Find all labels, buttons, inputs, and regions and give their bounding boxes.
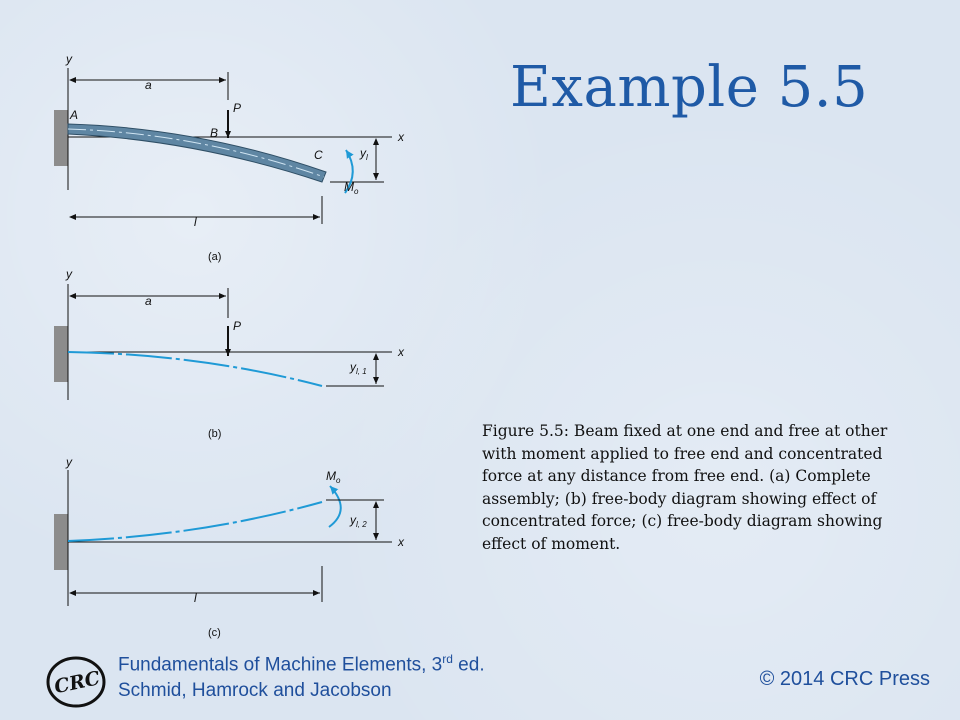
point-A-label: A	[70, 108, 79, 122]
book-authors: Schmid, Hamrock and Jacobson	[118, 680, 392, 702]
moment-label-a: $M_o$	[344, 180, 359, 196]
y-axis-label-c: y	[66, 455, 72, 469]
crc-logo	[44, 654, 108, 710]
wall-c	[54, 514, 68, 570]
beam-deflected-c	[68, 502, 322, 541]
wall-a	[54, 110, 68, 166]
beam-diagram	[0, 0, 460, 650]
point-B-label: B	[210, 126, 219, 140]
x-axis-label-c: x	[398, 535, 404, 549]
deflection-label-a: $y_l$	[360, 146, 368, 162]
force-label-a: P	[233, 101, 242, 115]
y-axis-label-a: y	[66, 52, 72, 66]
crc-logo-text: CRC	[52, 667, 103, 699]
dim-a-label-a: a	[145, 78, 152, 92]
book-citation	[118, 646, 485, 704]
figure-caption: Figure 5.5: Beam fixed at one end and free at other with moment applied to free end and concentrated force at any distance from free end. (a) Complete assembly; (b) free-body diagram showing effect of concentrated force; (c) free-body diagram showing effect of moment.	[482, 422, 888, 553]
book-title: Fundamentals of Machine Elements, 3rd ed.	[118, 652, 485, 676]
panel-a	[54, 52, 405, 263]
panel-label-a: (a)	[208, 251, 222, 263]
dim-l-label-a: l	[194, 215, 197, 229]
panel-c	[54, 455, 405, 639]
dim-l-label-c: l	[194, 591, 197, 605]
deflection-label-b: $y_{l, 1}$	[350, 360, 367, 376]
x-axis-label-b: x	[398, 345, 404, 359]
panel-label-c: (c)	[208, 627, 221, 639]
dim-a-label-b: a	[145, 294, 152, 308]
point-C-label: C	[314, 148, 323, 162]
panel-b	[54, 267, 405, 440]
copyright: © 2014 CRC Press	[759, 668, 930, 690]
slide-title: Example 5.5	[510, 55, 869, 120]
moment-label-c: $M_o$	[326, 469, 341, 485]
beam-deflected-b	[68, 352, 322, 386]
y-axis-label-b: y	[66, 267, 72, 281]
deflection-label-c: $y_{l, 2}$	[350, 513, 367, 529]
force-label-b: P	[233, 319, 242, 333]
beam-solid-a	[68, 124, 326, 182]
wall-b	[54, 326, 68, 382]
moment-arrow-c	[329, 486, 341, 527]
panel-label-b: (b)	[208, 428, 222, 440]
x-axis-label-a: x	[398, 130, 404, 144]
